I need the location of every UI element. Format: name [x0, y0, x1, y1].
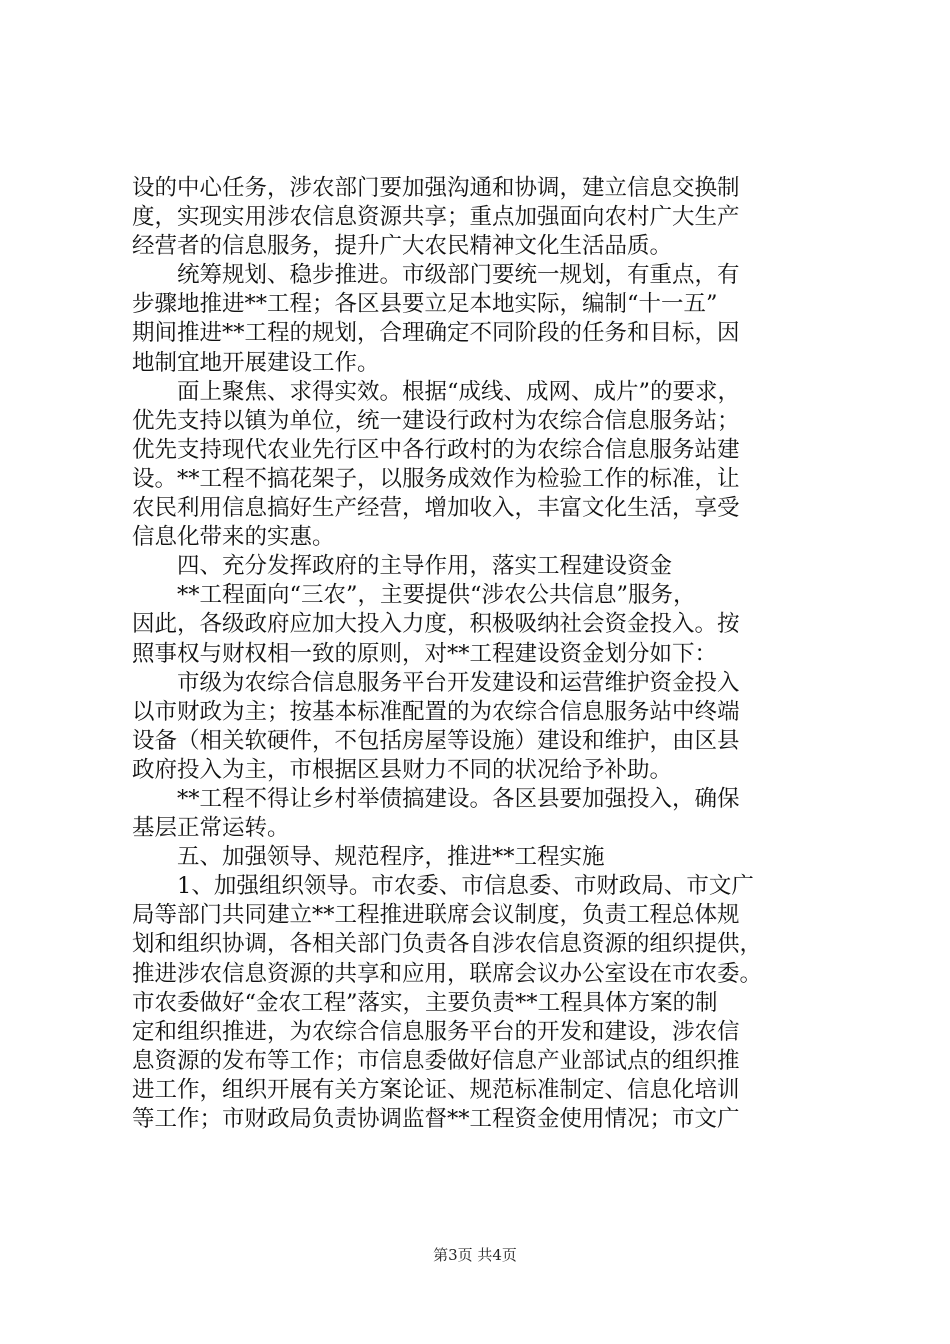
text-line: **工程不得让乡村举债搞建设。各区县要加强投入，确保: [132, 785, 740, 812]
text-line: 市农委做好“金农工程”落实，主要负责**工程具体方案的制: [132, 989, 718, 1016]
text-line: **工程面向“三农”，主要提供“涉农公共信息”服务，: [132, 582, 696, 609]
text-line: 局等部门共同建立**工程推进联席会议制度，负责工程总体规: [132, 902, 740, 929]
text-line: 设备（相关软硬件，不包括房屋等设施）建设和维护，由区县: [132, 727, 740, 754]
text-line: 经营者的信息服务，提升广大农民精神文化生活品质。: [132, 233, 673, 260]
text-line: 进工作，组织开展有关方案论证、规范标准制定、信息化培训: [132, 1076, 740, 1103]
text-line: 面上聚焦、求得实效。根据“成线、成网、成片”的要求，: [132, 378, 741, 405]
text-line: 度，实现实用涉农信息资源共享；重点加强面向农村广大生产: [132, 204, 740, 231]
text-line: 市级为农综合信息服务平台开发建设和运营维护资金投入: [132, 669, 740, 696]
text-line: 1、加强组织领导。市农委、市信息委、市财政局、市文广: [132, 873, 754, 900]
section-heading: 五、加强领导、规范程序，推进**工程实施: [132, 844, 605, 871]
text-line: 期间推进**工程的规划，合理确定不同阶段的任务和目标，因: [132, 320, 740, 347]
text-line: 等工作；市财政局负责协调监督**工程资金使用情况；市文广: [132, 1106, 740, 1132]
text-line: 步骤地推进**工程；各区县要立足本地实际，编制“十一五”: [132, 291, 718, 318]
text-line: 优先支持以镇为单位，统一建设行政村为农综合信息服务站；: [132, 407, 740, 434]
section-heading: 四、充分发挥政府的主导作用，落实工程建设资金: [132, 553, 673, 580]
text-line: 优先支持现代农业先行区中各行政村的为农综合信息服务站建: [132, 436, 740, 463]
text-line: 基层正常运转。: [132, 815, 290, 842]
text-line: 划和组织协调，各相关部门负责各自涉农信息资源的组织提供，: [132, 931, 763, 958]
text-line: 信息化带来的实惠。: [132, 524, 335, 551]
text-line: 设。**工程不搞花架子，以服务成效作为检验工作的标准，让: [132, 465, 740, 492]
page-footer: 第3页 共4页: [433, 1246, 517, 1264]
text-line: 地制宜地开展建设工作。: [132, 349, 380, 376]
document-body: [132, 174, 832, 1134]
text-line: 定和组织推进，为农综合信息服务平台的开发和建设，涉农信: [132, 1018, 740, 1045]
text-line: 设的中心任务，涉农部门要加强沟通和协调，建立信息交换制: [132, 175, 740, 201]
text-line: 息资源的发布等工作；市信息委做好信息产业部试点的组织推: [132, 1047, 740, 1074]
text-line: 因此，各级政府应加大投入力度，积极吸纳社会资金投入。按: [132, 611, 740, 638]
text-line: 统筹规划、稳步推进。市级部门要统一规划，有重点，有: [132, 262, 740, 289]
text-line: 以市财政为主；按基本标准配置的为农综合信息服务站中终端: [132, 698, 740, 725]
text-line: 照事权与财权相一致的原则，对**工程建设资金划分如下：: [132, 640, 718, 667]
text-line: 政府投入为主，市根据区县财力不同的状况给予补助。: [132, 756, 673, 783]
text-line: 农民利用信息搞好生产经营，增加收入，丰富文化生活，享受: [132, 495, 740, 522]
text-line: 推进涉农信息资源的共享和应用，联席会议办公室设在市农委。: [132, 960, 763, 987]
